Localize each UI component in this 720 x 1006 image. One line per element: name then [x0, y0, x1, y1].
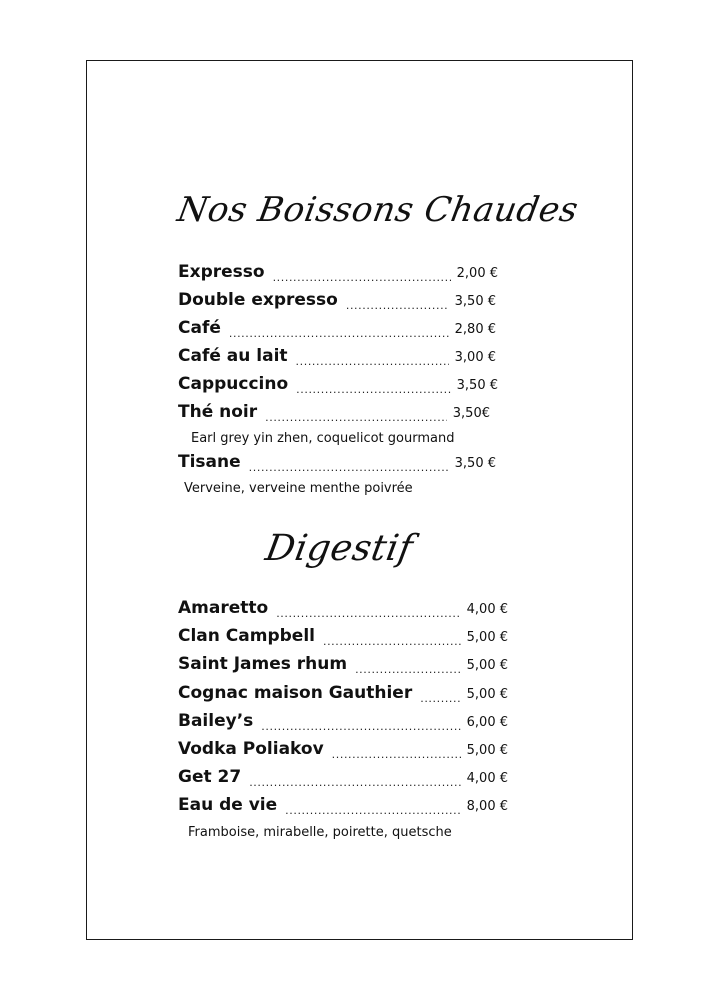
dot-leader [261, 719, 460, 735]
dot-leader [296, 382, 450, 398]
menu-item-cafe [178, 318, 496, 342]
dot-leader [273, 270, 451, 286]
item-price: 3,50 € [454, 294, 496, 309]
item-price: 4,00 € [466, 771, 508, 786]
menu-item-the-noir [178, 402, 490, 426]
dot-leader [346, 298, 449, 314]
item-name: Eau de vie [178, 795, 278, 815]
menu-item-amaretto [178, 598, 508, 622]
item-price: 2,00 € [456, 266, 498, 281]
dot-leader [249, 460, 449, 476]
dot-leader [285, 803, 460, 819]
dot-leader [323, 634, 461, 650]
menu-item-double-expresso [178, 290, 496, 314]
menu-item-expresso [178, 262, 498, 286]
item-price: 3,50 € [454, 456, 496, 471]
item-name: Saint James rhum [178, 654, 348, 674]
item-name: Cognac maison Gauthier [178, 683, 413, 703]
item-name: Café au lait [178, 346, 288, 366]
menu-item-vodka-poliakov [178, 739, 508, 763]
item-price: 3,00 € [454, 350, 496, 365]
menu-item-saint-james-rhum [178, 654, 508, 678]
item-name: Double expresso [178, 290, 338, 310]
item-name: Café [178, 318, 221, 338]
item-price: 5,00 € [466, 687, 508, 702]
menu-item-cafe-au-lait [178, 346, 496, 370]
dot-leader [332, 747, 461, 763]
item-price: 5,00 € [466, 658, 508, 673]
dot-leader [249, 775, 460, 791]
item-price: 3,50€ [452, 406, 490, 421]
dot-leader [296, 354, 449, 370]
item-price: 2,80 € [454, 322, 496, 337]
dot-leader [265, 410, 447, 426]
menu-item-baileys [178, 711, 508, 735]
dot-leader [420, 691, 460, 707]
item-price: 8,00 € [466, 799, 508, 814]
item-name: Amaretto [178, 598, 269, 618]
dot-leader [355, 662, 461, 678]
item-price: 5,00 € [466, 743, 508, 758]
item-name: Expresso [178, 262, 265, 282]
item-price: 6,00 € [466, 715, 508, 730]
item-price: 3,50 € [456, 378, 498, 393]
item-name: Cappuccino [178, 374, 289, 394]
item-description: Framboise, mirabelle, poirette, quetsche [188, 825, 452, 840]
item-name: Tisane [178, 452, 241, 472]
item-price: 5,00 € [466, 630, 508, 645]
item-name: Clan Campbell [178, 626, 315, 646]
item-price: 4,00 € [466, 602, 508, 617]
menu-item-eau-de-vie [178, 795, 508, 819]
item-description: Earl grey yin zhen, coquelicot gourmand [191, 431, 455, 446]
menu-item-cognac-maison-gauthier [178, 683, 508, 707]
menu-item-clan-campbell [178, 626, 508, 650]
item-name: Thé noir [178, 402, 258, 422]
dot-leader [276, 606, 460, 622]
menu-item-get-27 [178, 767, 508, 791]
menu-item-tisane [178, 452, 496, 476]
item-description: Verveine, verveine menthe poivrée [184, 481, 413, 496]
dot-leader [229, 326, 449, 342]
item-name: Get 27 [178, 767, 242, 787]
hot-drinks-title: Nos Boissons Chaudes [174, 190, 582, 230]
digestif-title: Digestif [262, 528, 417, 569]
menu-item-cappuccino [178, 374, 498, 398]
item-name: Vodka Poliakov [178, 739, 324, 759]
item-name: Bailey’s [178, 711, 254, 731]
